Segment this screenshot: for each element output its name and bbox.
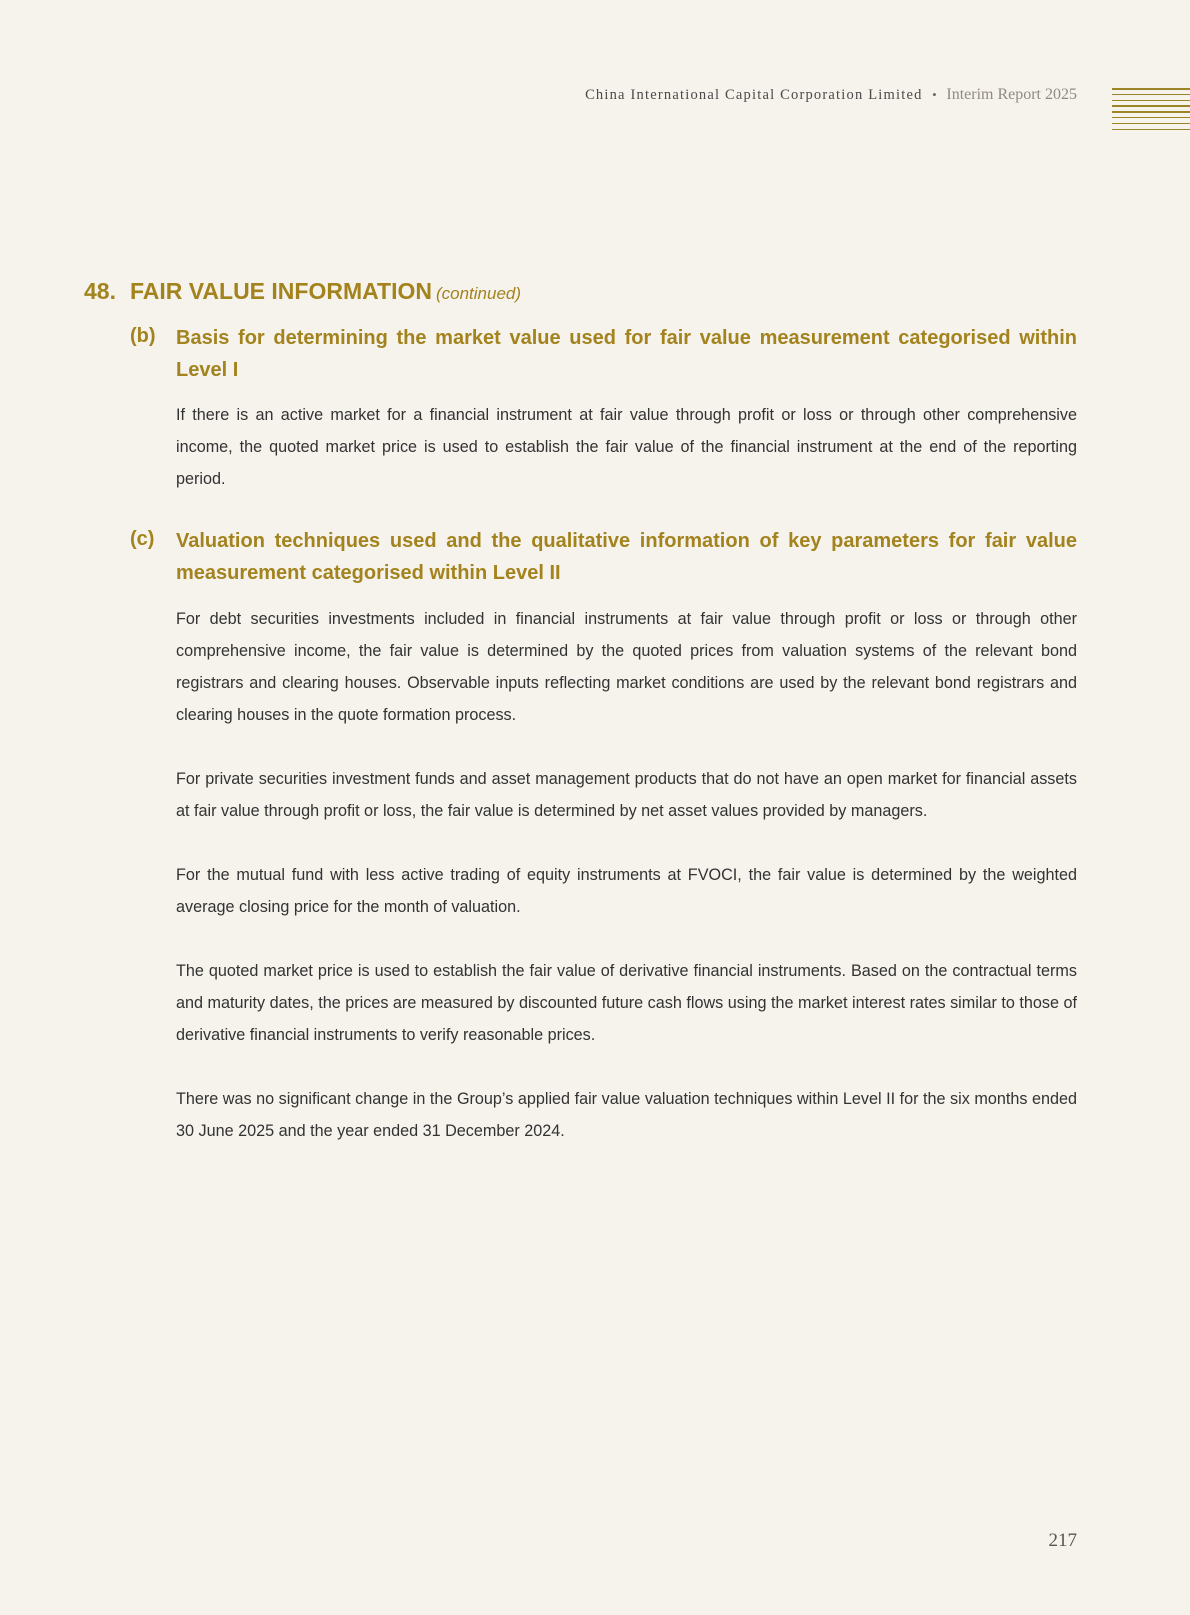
subsection-b-title: Basis for determining the market value used for fair value measurement categorised within Level I — [176, 327, 1077, 381]
running-header — [585, 86, 1077, 104]
page-number: 217 — [1048, 1530, 1077, 1551]
subsection-c-paragraph-2: For private securities investment funds and asset management products that do not have an open market for financial assets at fair value through profit or loss, the fair value is determined by net asset values provided by managers. — [176, 770, 1077, 820]
header-separator: • — [932, 87, 937, 102]
subsection-c-paragraph-1: For debt securities investments included in financial instruments at fair value through profit or loss or through other comprehensive income, the fair value is determined by the quoted prices from valuation systems of the relevant bond registrars and clearing houses. Observable inputs reflecting market conditions are used by the relevant bond registrars and clearing houses in the quote formation process. — [176, 610, 1077, 724]
section-number: 48. — [84, 278, 116, 304]
section-title: FAIR VALUE INFORMATION — [130, 278, 432, 304]
subsection-c-paragraph-5: There was no significant change in the Group’s applied fair value valuation techniques within Level II for the six months ended 30 June 2025 and the year ended 31 December 2024. — [176, 1090, 1077, 1140]
subsection-b-paragraph: If there is an active market for a financial instrument at fair value through profit or loss or through other comprehensive income, the quoted market price is used to establish the fair value of the financial instrument at the end of the reporting period. — [176, 406, 1077, 488]
decorative-stripes — [1112, 88, 1190, 134]
report-title: Interim Report 2025 — [946, 86, 1077, 103]
subsection-c-paragraph-4: The quoted market price is used to establish the fair value of derivative financial instruments. Based on the contractual terms and maturity dates, the prices are measured by discounted future cash flows using the market interest rates similar to those of derivative financial instruments to verify reasonable prices. — [176, 962, 1077, 1044]
subsection-b-label: (b) — [130, 325, 156, 347]
continued-label: (continued) — [435, 284, 522, 303]
subsection-c-title: Valuation techniques used and the qualitative information of key parameters for fair value measurement categorised within Level II — [176, 530, 1077, 584]
section-heading — [84, 278, 521, 305]
company-name: China International Capital Corporation Limited — [585, 87, 923, 103]
subsection-c-paragraph-3: For the mutual fund with less active trading of equity instruments at FVOCI, the fair value is determined by the weighted average closing price for the month of valuation. — [176, 866, 1077, 916]
subsection-c-label: (c) — [130, 528, 155, 550]
